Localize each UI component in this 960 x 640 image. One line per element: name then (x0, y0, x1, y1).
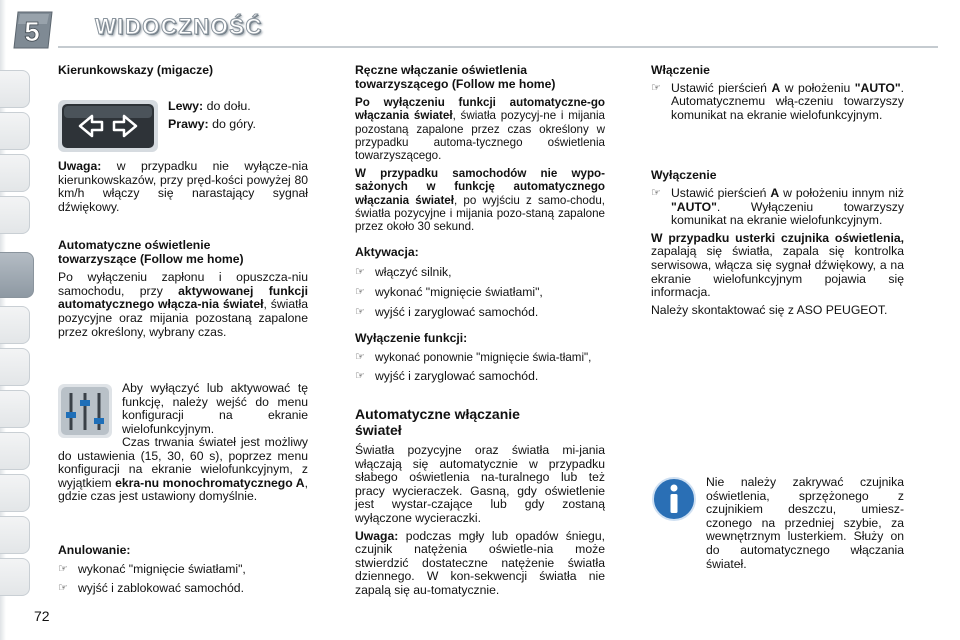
paragraph-text: , gdzie czas jest ustawiony domyślnie. (58, 475, 308, 504)
left-label: Lewy: (168, 99, 204, 113)
section-title: Anulowanie: (58, 543, 131, 557)
chapter-tab[interactable] (0, 516, 30, 554)
deactivation-section (355, 332, 605, 384)
pointing-hand-icon: ☞ (58, 582, 68, 594)
auto-lighting-section (355, 406, 605, 598)
pointing-hand-icon: ☞ (355, 306, 365, 319)
list-item-text: włączyć silnik, (375, 265, 452, 280)
column-1 (58, 64, 308, 78)
paragraph-text: Po wyłączeniu zapłonu i opuszcza-niu samochodu, przy (58, 270, 308, 298)
section-heading: świateł (355, 422, 402, 438)
list-item-emphasis: "AUTO" (671, 199, 717, 214)
pointing-hand-icon: ☞ (355, 370, 365, 383)
note-text: podczas mgły lub opadów śniegu, czujnik natężenia oświetle-nia może stwierdzić dostateczne natężenie światła dziennego. W kon-sekwencji światła nie zapalą się au-tomatycznie. (355, 528, 605, 597)
list-item-text: Ustawić pierścień (671, 185, 771, 200)
paragraph-text: Należy skontaktować się z ASO PEUGEOT. (651, 302, 888, 317)
info-icon (651, 476, 697, 522)
list-item (651, 187, 904, 228)
chapter-tab[interactable] (0, 112, 30, 150)
page-title: WIDOCZNOŚĆ (95, 14, 263, 39)
chapter-tab[interactable] (0, 196, 30, 234)
section-title: towarzyszące (Follow me home) (58, 251, 244, 266)
paragraph-text: , po wyjściu z samo-chodu, światła pozycyjne i mijania pozo-staną zapalone przez około 30 sekund. (355, 193, 605, 234)
paragraph-emphasis: W przypadku usterki czujnika oświetlenia, (651, 230, 904, 245)
note-text: w przypadku nie wyłącze-nia kierunkowskazów, przy pręd-kości powyżej 80 km/h włączy się narastający sygnał dźwiękowy. (58, 159, 308, 214)
config-instructions (122, 382, 308, 436)
pointing-hand-icon: ☞ (651, 81, 661, 94)
section-title: Automatyczne oświetlenie (58, 238, 211, 252)
list-item-text: wyjść i zaryglować samochód. (375, 369, 539, 384)
list-item (355, 264, 605, 281)
note-label: Uwaga: (58, 159, 102, 173)
pointing-hand-icon: ☞ (355, 266, 365, 279)
right-text: do góry. (208, 117, 256, 131)
paragraph-text: zapalają się światła, zapala się kontrolka serwisowa, włącza się sygnał dźwiękowy, a na ekranie wielofunkcyjnym pojawia się informacja. (651, 244, 904, 300)
list-item-emphasis: A (771, 80, 781, 95)
section-title: towarzyszącego (Follow me home) (355, 76, 556, 91)
chapter-number: 5 (24, 16, 40, 47)
turn-signal-note (58, 160, 308, 214)
section-title: Wyłączenie funkcji: (355, 331, 468, 346)
list-item-text: . Automatycznemu włą-czeniu towarzyszy komunikat na ekranie wielofunkcyjnym. (671, 80, 904, 122)
column-2 (355, 64, 605, 598)
activation-section (355, 244, 605, 321)
column-3 (651, 64, 904, 317)
cancel-section (58, 542, 308, 597)
list-item-text: wykonać "mignięcie światłami", (78, 562, 246, 576)
paragraph-text: , światła pozycyjne oraz mijania pozostaną zapalone przez określony, wybrany czas. (58, 297, 308, 339)
paragraph-emphasis: aktywowanej funkcji automatycznego włącza-nia świateł (58, 283, 308, 312)
pointing-hand-icon: ☞ (58, 563, 68, 575)
chapter-tab[interactable] (0, 432, 30, 470)
list-item (58, 561, 308, 578)
list-item-text: wykonać "mignięcie światłami", (375, 285, 543, 300)
title-divider (58, 46, 938, 48)
section-title: Włączenie (651, 63, 710, 77)
section-title: Kierunkowskazy (migacze) (58, 63, 214, 77)
chapter-sidebar (0, 0, 46, 640)
chapter-tab[interactable] (0, 558, 30, 596)
paragraph-text: Aby wyłączyć lub aktywować tę funkcję, należy wejść do menu konfiguracji na ekranie wielofunkcyjnym. (122, 381, 308, 436)
section-title: Ręczne włączanie oświetlenia (355, 63, 528, 77)
note-label: Uwaga: (355, 528, 399, 543)
chapter-tab[interactable] (0, 474, 30, 512)
paragraph-emphasis: ekra-nu monochromatycznego A (115, 475, 305, 490)
paragraph-emphasis: W przypadku samochodów nie wypo-sażonych w funkcję automatycznego włączania świateł (355, 167, 605, 207)
paragraph-text: , światła pozycyj-ne i mijania pozostaną zapalone przez czas określony w przypadku automa-tycznego oświetlenia towarzyszącego. (355, 109, 605, 162)
list-item (58, 580, 308, 597)
list-item (651, 82, 904, 123)
list-item-text: . Wyłączeniu towarzyszy komunikat na ekranie wielofunkcyjnym. (671, 199, 904, 228)
paragraph-emphasis: Po wyłączeniu funkcji automatyczne-go włączania świateł (355, 96, 605, 123)
paragraph-text: Czas trwania świateł jest możliwy do ustawienia (15, 30, 60 s), poprzez menu konfiguracji na ekranie wielofunkcyjnym, z wyjątkiem (58, 435, 308, 490)
list-item (355, 304, 605, 321)
pointing-hand-icon: ☞ (651, 186, 661, 199)
right-label: Prawy: (168, 117, 209, 131)
duration-paragraph (58, 436, 308, 504)
list-item (355, 370, 605, 384)
chapter-tab[interactable] (0, 70, 30, 108)
list-item-text: w położeniu innym niż (779, 185, 904, 200)
list-item (355, 351, 605, 365)
section-title: Wyłączenie (651, 168, 717, 183)
list-item-text: Ustawić pierścień (671, 80, 772, 95)
list-item-text: wyjść i zablokować samochód. (78, 581, 244, 595)
info-note-text: Nie należy zakrywać czujnika oświetlenia, sprzężonego z czujnikiem deszczu, umiesz-czonego na przedniej szybie, za wewnętrznym lusterkiem. Służy on do automatycznego włączania świateł. (706, 475, 904, 571)
turn-signal-directions (168, 97, 308, 133)
list-item (355, 284, 605, 301)
section-title: Aktywacja: (355, 245, 419, 260)
paragraph-text: Światła pozycyjne oraz światła mi-jania włączają się automatycznie w przypadku słabego oświetlenia na-turalnego lub też pracy wycieraczek. Gasną, gdy oświetlenie jest wystar-czające lub gdy zostaną wyłączone wycieraczki. (355, 443, 605, 525)
list-item-emphasis: A (770, 185, 780, 200)
list-item-text: w położeniu (780, 80, 855, 95)
chapter-tab[interactable] (0, 306, 30, 344)
pointing-hand-icon: ☞ (355, 286, 365, 299)
list-item-text: wyjść i zaryglować samochód. (375, 305, 539, 320)
chapter-tab-active[interactable] (0, 252, 34, 298)
chapter-tab[interactable] (0, 154, 30, 192)
list-item-text: wykonać ponownie "mignięcie świa-tłami", (375, 350, 592, 364)
chapter-number-badge (12, 10, 56, 50)
section-heading: Automatyczne włączanie (355, 406, 520, 422)
left-text: do dołu. (203, 99, 251, 113)
turn-signal-stalk-icon (58, 100, 158, 152)
config-menu-icon (58, 384, 112, 438)
info-note (706, 476, 904, 571)
chapter-tab[interactable] (0, 348, 30, 386)
auto-follow-me-home (58, 239, 308, 339)
pointing-hand-icon: ☞ (355, 350, 365, 363)
chapter-tab[interactable] (0, 390, 30, 428)
list-item-emphasis: "AUTO" (854, 80, 901, 95)
page-number: 72 (34, 608, 50, 624)
